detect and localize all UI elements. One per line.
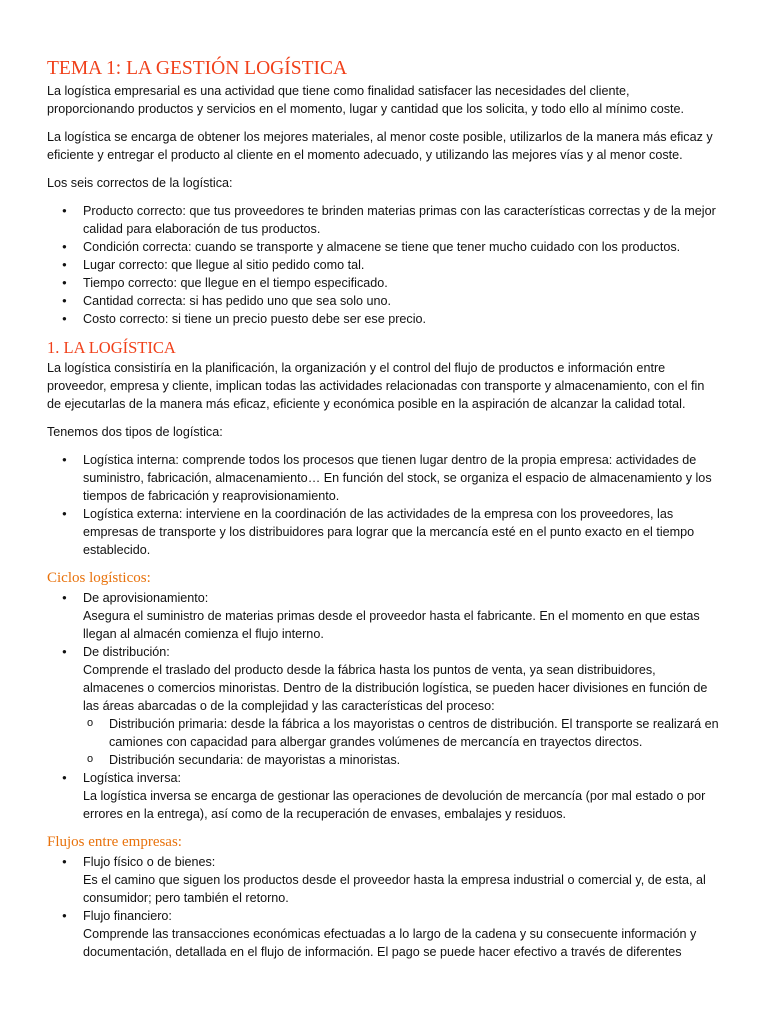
ciclo-aprov-label: ● De aprovisionamiento: — [83, 591, 209, 605]
dist-sublist — [83, 715, 720, 769]
tipos-intro: Tenemos dos tipos de logística: — [47, 425, 223, 439]
section-heading-logistica: 1. LA LOGÍSTICA — [47, 338, 176, 357]
section1-paragraph: La logística consistiría en la planificación, la organización y el control del flujo de productos e información entre proveedor, empresa y cliente, implican todas las actividades relacionadas con transporte y almacenamiento, con el fin de ejecutarlas de la manera más eficaz, eficiente y económica posible en la aspiración de alcanzar la calidad total. — [47, 361, 705, 411]
list-item — [47, 853, 720, 907]
ciclo-inversa-label: ● Logística inversa: — [83, 771, 182, 785]
list-item — [47, 589, 720, 643]
list-item — [47, 643, 720, 769]
ciclo-dist-text: Comprende el traslado del producto desde la fábrica hasta los puntos de venta, ya sean distribuidores, almacenes o comercios minoristas. Dentro de la distribución logística, se pueden hacer divisiones en función de las áreas abarcadas o de la complejidad y las características del proceso: — [83, 663, 708, 713]
intro-paragraph-1: La logística empresarial es una actividad que tiene como finalidad satisfacer las necesidades del cliente, proporcionando productos y servicios en el momento, lugar y cantidad que los solicita, y todo ello al mínimo coste. — [47, 84, 685, 116]
ciclos-list — [47, 589, 720, 823]
correctos-list — [47, 202, 720, 328]
ciclos-heading: Ciclos logísticos: — [47, 570, 151, 586]
sublist-item: o Distribución secundaria: de mayoristas a minoristas. — [83, 751, 720, 769]
tipos-list — [47, 451, 720, 559]
list-item: ● Logística externa: interviene en la coordinación de las actividades de la empresa con los proveedores, las empresas de transporte y los distribuidores para lograr que la mercancía esté en el punto exacto en el tiempo establecido. — [47, 505, 720, 559]
list-item — [47, 907, 720, 961]
sublist-item: o Distribución primaria: desde la fábrica a los mayoristas o centros de distribución. El transporte se realizará en camiones con capacidad para albergar grandes volúmenes de mercancía en trayectos directos. — [83, 715, 720, 751]
list-item — [47, 769, 720, 823]
ciclo-dist-label: ● De distribución: — [83, 645, 170, 659]
intro-paragraph-2: La logística se encarga de obtener los mejores materiales, al menor coste posible, utilizarlos de la manera más eficaz y eficiente y entregar el producto al cliente en el momento adecuado, y utilizando las mejores vías y al menor coste. — [47, 130, 713, 162]
ciclo-aprov-text: Asegura el suministro de materias primas desde el proveedor hasta el fabricante. En el momento en que estas llegan al almacén comienza el flujo interno. — [83, 609, 700, 641]
list-item: ● Tiempo correcto: que llegue en el tiempo especificado. — [47, 274, 720, 292]
flujo-financiero-text: Comprende las transacciones económicas efectuadas a lo largo de la cadena y su consecuente información y documentación, detallada en el flujo de información. El pago se puede hacer efectivo a través de diferentes — [83, 927, 697, 959]
flujo-fisico-text: Es el camino que siguen los productos desde el proveedor hasta la empresa industrial o comercial y, de esta, al consumidor; pero también el retorno. — [83, 873, 706, 905]
list-item: ● Costo correcto: si tiene un precio puesto debe ser ese precio. — [47, 310, 720, 328]
page-title: TEMA 1: LA GESTIÓN LOGÍSTICA — [47, 58, 348, 79]
flujos-heading: Flujos entre empresas: — [47, 834, 182, 850]
list-item: ● Logística interna: comprende todos los procesos que tienen lugar dentro de la propia empresa: actividades de suministro, fabricación, almacenamiento… En función del stock, se organiza el espacio de almacenamiento y los tiempos de fabricación y reaprovisionamiento. — [47, 451, 720, 505]
list-item: ● Lugar correcto: que llegue al sitio pedido como tal. — [47, 256, 720, 274]
list-item: ● Producto correcto: que tus proveedores te brinden materias primas con las características correctas y de la mejor calidad para elaboración de tus productos. — [47, 202, 720, 238]
flujos-list — [47, 853, 720, 961]
correctos-intro: Los seis correctos de la logística: — [47, 176, 233, 190]
list-item: ● Cantidad correcta: si has pedido uno que sea solo uno. — [47, 292, 720, 310]
flujo-financiero-label: ● Flujo financiero: — [83, 909, 172, 923]
ciclo-inversa-text: La logística inversa se encarga de gestionar las operaciones de devolución de mercancía (por mal estado o por errores en la entrega), así como de la recuperación de envases, embalajes y residuos. — [83, 789, 706, 821]
flujo-fisico-label: ● Flujo físico o de bienes: — [83, 855, 216, 869]
list-item: ● Condición correcta: cuando se transporte y almacene se tiene que tener mucho cuidado con los productos. — [47, 238, 720, 256]
